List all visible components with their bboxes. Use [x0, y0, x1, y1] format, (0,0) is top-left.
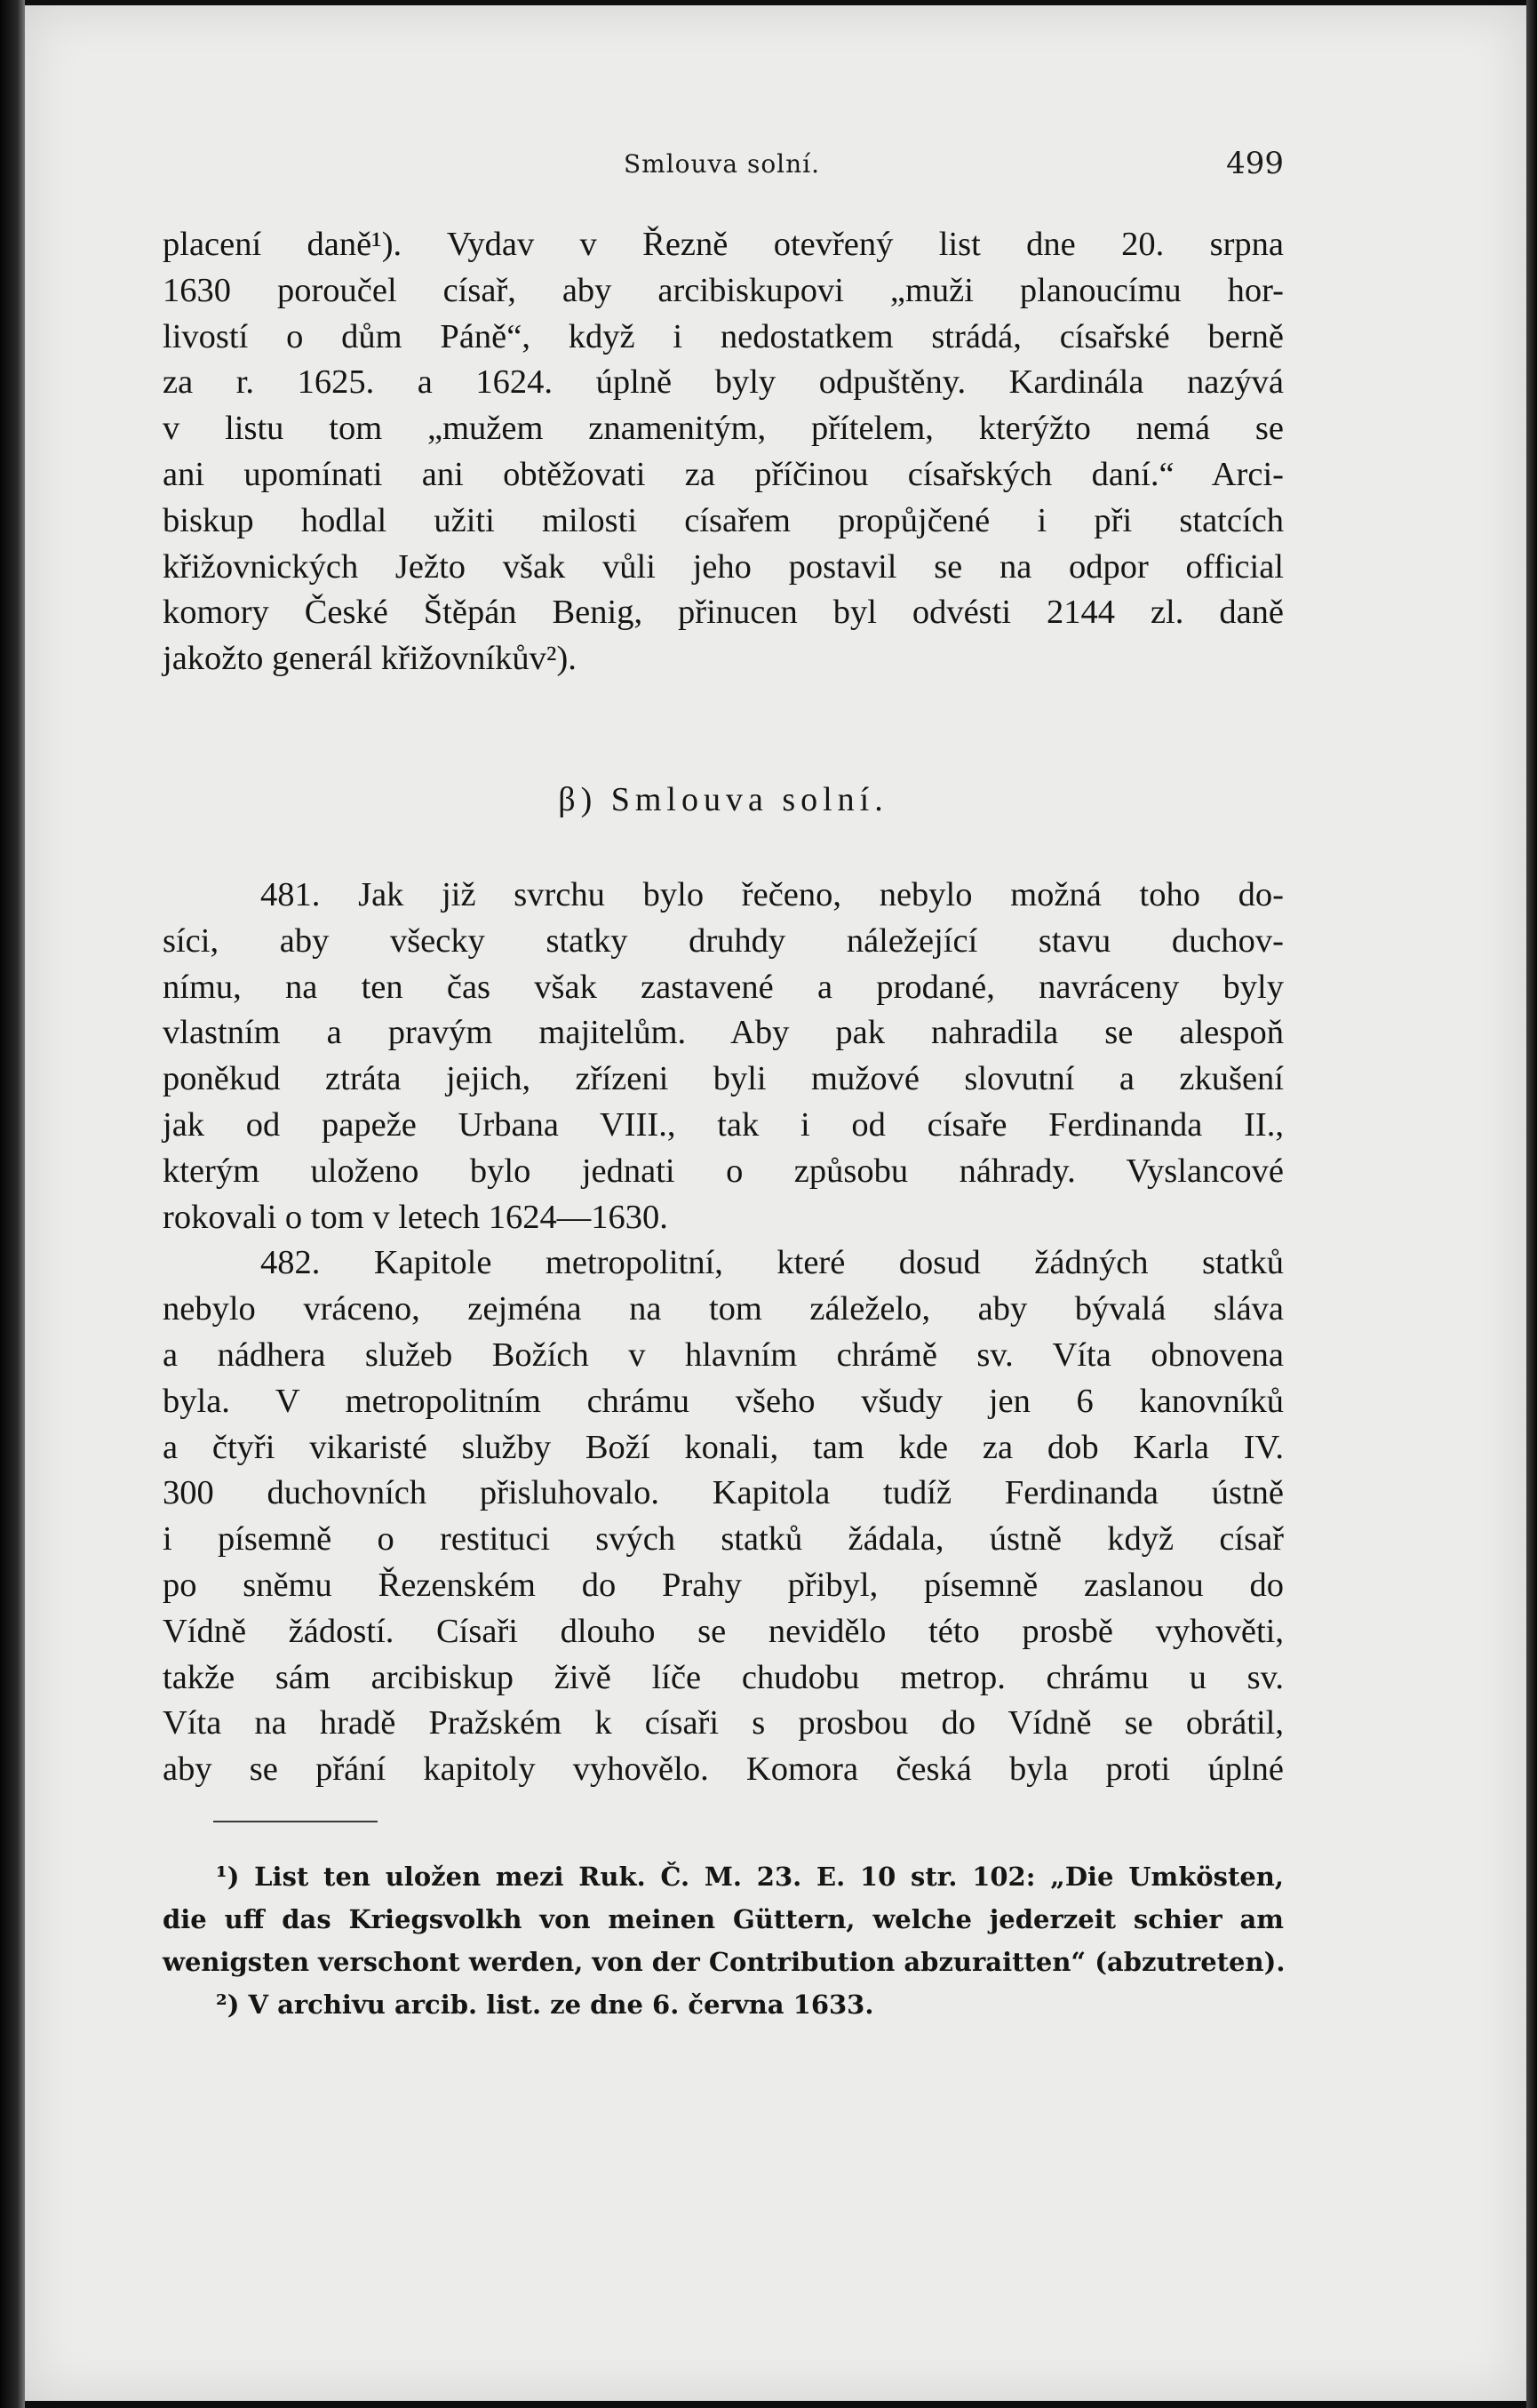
text-line: livostí o dům Páně“, když i nedostatkem strádá, císařské berně [163, 317, 1284, 355]
text-line: biskup hodlal užiti milosti císařem propůjčené i při statcích [163, 501, 1284, 539]
text-line: 482. Kapitole metropolitní, které dosud žádných statků [260, 1244, 1284, 1282]
section-heading: β) Smlouva solní. [558, 781, 888, 818]
text-line: za r. 1625. a 1624. úplně byly odpuštěny. Kardinála nazývá [163, 363, 1284, 402]
text-line: v listu tom „mužem znamenitým, přítelem, kterýžto nemá se [163, 410, 1284, 448]
footnote-line: wenigsten verschont werden, von der Contribution abzuraitten“ (abzutreten). [163, 1947, 1286, 1977]
text-line: vlastním a pravým majitelům. Aby pak nahradila se alespoň [163, 1014, 1284, 1052]
text-line: placení daně¹). Vydav v Řezně otevřený list dne 20. srpna [163, 226, 1284, 263]
footnote-divider [213, 1821, 378, 1822]
paragraph-1 [163, 222, 1284, 682]
text-line: po sněmu Řezenském do Prahy přibyl, písemně zaslanou do [163, 1566, 1284, 1604]
text-line: Vídně žádostí. Císaři dlouho se nevidělo této prosbě vyhověti, [163, 1612, 1284, 1650]
footnote-line: ²) V archivu arcib. list. ze dne 6. června 1633. [216, 1989, 874, 2020]
text-line: jakožto generál křižovníkův²). [163, 640, 577, 678]
text-line: takže sám arcibiskup živě líče chudobu metrop. chrámu u sv. [163, 1658, 1284, 1696]
text-line: i písemně o restituci svých statků žádala, ústně když císař [163, 1520, 1284, 1559]
text-line: Víta na hradě Pražském k císaři s prosbou do Vídně se obrátil, [163, 1704, 1284, 1742]
text-line: ani upomínati ani obtěžovati za příčinou císařských daní.“ Arci- [163, 455, 1284, 493]
text-line: nímu, na ten čas však zastavené a prodané, navráceny byly [163, 968, 1284, 1006]
text-line: křižovnických Ježto však vůli jeho postavil se na odpor official [163, 547, 1284, 586]
footnote-line: ¹) List ten uložen mezi Ruk. Č. M. 23. E. 10 str. 102: „Die Umkösten, [216, 1862, 1284, 1892]
text-line: a nádhera služeb Božích v hlavním chrámě sv. Víta obnovena [163, 1336, 1284, 1374]
text-line: aby se přání kapitoly vyhovělo. Komora česká byla proti úplné [163, 1750, 1284, 1789]
scan-edge-right [1526, 0, 1537, 2408]
text-line: 1630 poroučel císař, aby arcibiskupovi „muži planoucímu hor- [163, 271, 1284, 309]
page-number: 499 [1226, 146, 1284, 181]
text-line: poněkud ztráta jejich, zřízeni byli mužové slovutní a zkušení [163, 1060, 1284, 1098]
scan-edge-left [0, 0, 25, 2408]
text-line: byla. V metropolitním chrámu všeho všudy jen 6 kanovníků [163, 1382, 1284, 1420]
paragraph-2 [163, 873, 1284, 1793]
footnote-line: die uff das Kriegsvolkh von meinen Güttern, welche jederzeit schier am [163, 1904, 1284, 1934]
text-line: nebylo vráceno, zejména na tom záleželo, aby bývalá sláva [163, 1290, 1284, 1328]
text-line: 300 duchovních přisluhovalo. Kapitola tudíž Ferdinanda ústně [163, 1474, 1284, 1512]
running-title: Smlouva solní. [623, 149, 821, 179]
running-head [160, 146, 1284, 188]
footnotes [163, 1855, 1284, 2026]
text-line: 481. Jak již svrchu bylo řečeno, nebylo možná toho do- [260, 876, 1284, 913]
text-line: jak od papeže Urbana VIII., tak i od císaře Ferdinanda II., [163, 1105, 1284, 1144]
text-line: rokovali o tom v letech 1624—1630. [163, 1198, 668, 1236]
text-line: a čtyři vikaristé služby Boží konali, tam kde za dob Karla IV. [163, 1428, 1284, 1466]
text-line: kterým uloženo bylo jednati o způsobu náhrady. Vyslancové [163, 1152, 1284, 1190]
text-line: komory České Štěpán Benig, přinucen byl odvésti 2144 zl. daně [163, 594, 1284, 632]
text-line: síci, aby všecky statky druhdy náležející stavu duchov- [163, 921, 1284, 960]
